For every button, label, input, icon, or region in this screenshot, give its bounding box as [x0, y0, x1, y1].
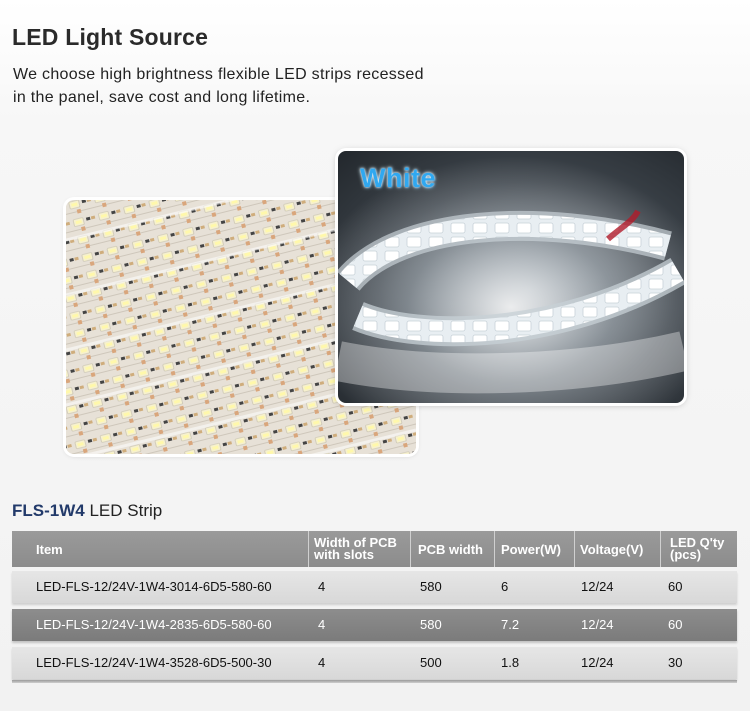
section-description	[13, 63, 493, 109]
product-model: FLS-1W4	[12, 501, 85, 520]
header-qty-line-2: (pcs)	[670, 547, 702, 562]
table-row	[12, 571, 737, 603]
cell-pcb-width: 580	[420, 617, 442, 632]
table-row	[12, 609, 737, 641]
white-led-strip-photo	[338, 151, 684, 403]
table-header	[12, 531, 737, 567]
header-voltage: Voltage(V)	[580, 541, 644, 557]
cell-power: 7.2	[501, 617, 520, 632]
table-row	[12, 647, 737, 679]
cell-voltage: 12/24	[581, 655, 614, 670]
header-item: Item	[36, 541, 63, 557]
cell-width: 4	[318, 655, 326, 670]
white-color-label: White	[360, 163, 436, 193]
product-heading	[12, 501, 162, 521]
cell-led-qty: 60	[668, 617, 683, 632]
cell-led-qty: 30	[668, 655, 683, 670]
cell-voltage: 12/24	[581, 617, 614, 632]
header-width-line-2: with slots	[314, 547, 374, 562]
header-pcb-width: PCB width	[418, 541, 483, 557]
cell-voltage: 12/24	[581, 579, 614, 594]
header-power: Power(W)	[501, 541, 561, 557]
cell-width: 4	[318, 579, 326, 594]
cell-item: LED-FLS-12/24V-1W4-2835-6D5-580-60	[36, 617, 272, 632]
section-title: LED Light Source	[12, 24, 209, 50]
cell-item: LED-FLS-12/24V-1W4-3014-6D5-580-60	[36, 579, 272, 594]
cell-power: 6	[501, 579, 509, 594]
cell-item: LED-FLS-12/24V-1W4-3528-6D5-500-30	[36, 655, 272, 670]
table-bottom-divider	[12, 680, 737, 683]
cell-pcb-width: 580	[420, 579, 442, 594]
description-line-1: We choose high brightness flexible LED strips recessed	[13, 66, 424, 83]
header-led-qty	[670, 531, 724, 567]
header-qty-line-1: LED Q'ty	[670, 535, 725, 550]
cell-width: 4	[318, 617, 326, 632]
spec-table	[12, 531, 737, 679]
product-name: LED Strip	[84, 501, 163, 520]
cell-pcb-width: 500	[420, 655, 442, 670]
description-line-2: in the panel, save cost and long lifetime.	[13, 89, 311, 106]
header-width-of-pcb	[314, 531, 397, 567]
header-width-line-1: Width of PCB	[314, 535, 397, 550]
cell-power: 1.8	[501, 655, 520, 670]
cell-led-qty: 60	[668, 579, 683, 594]
